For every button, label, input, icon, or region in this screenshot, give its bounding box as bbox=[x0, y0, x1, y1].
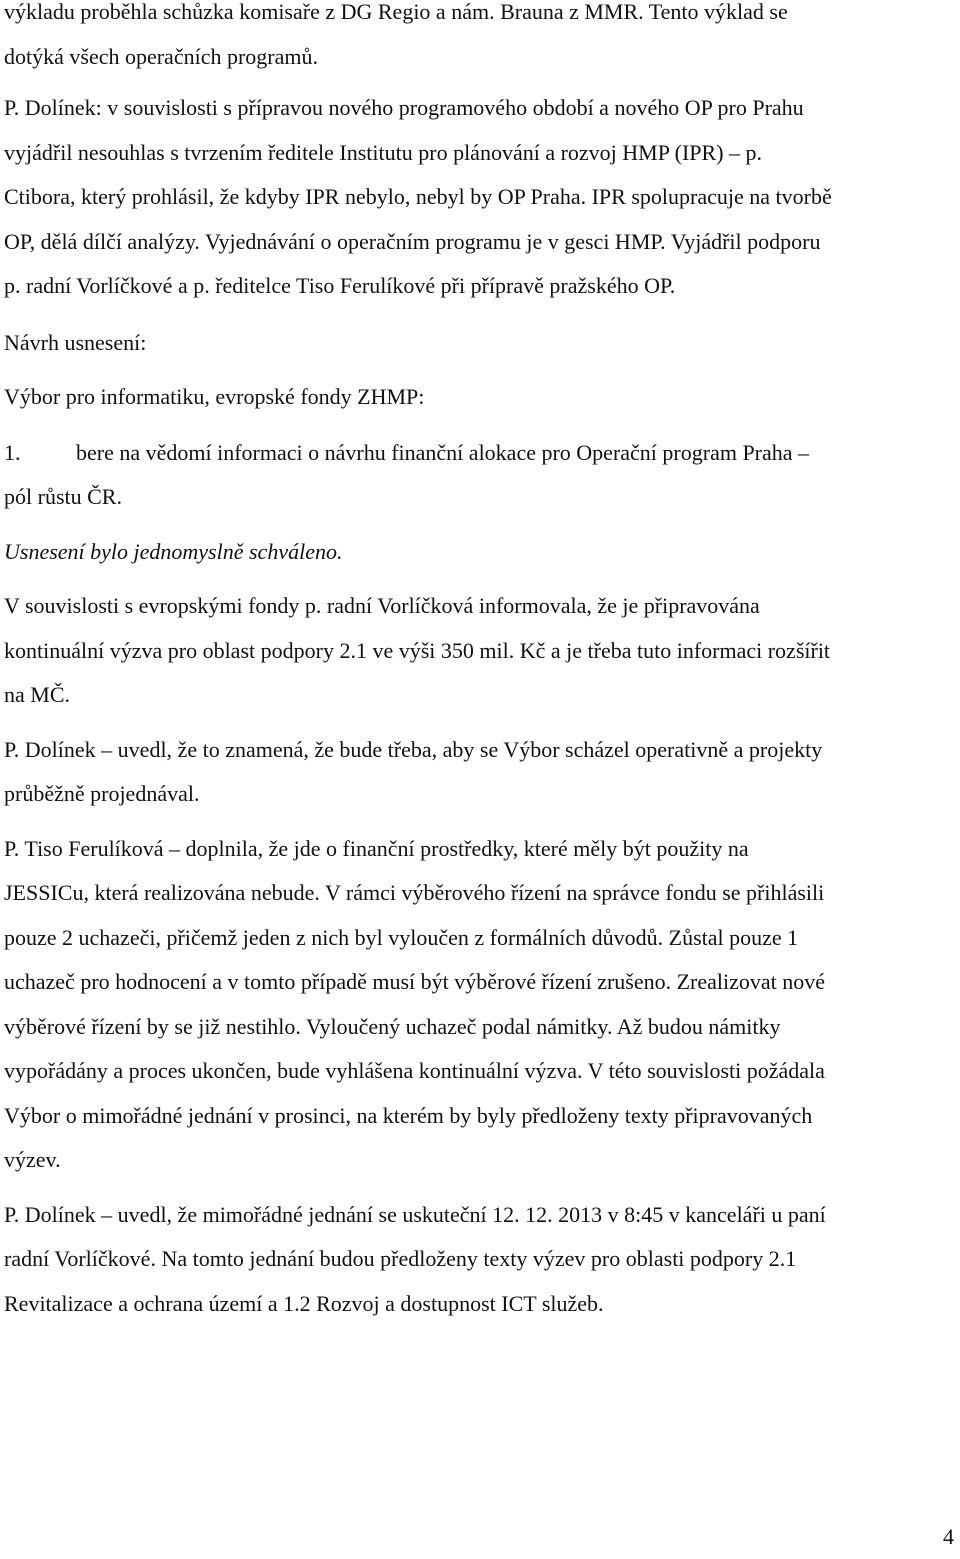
proposal-section bbox=[4, 316, 954, 424]
text-line: výkladu proběhla schůzka komisaře z DG Regio a nám. Brauna z MMR. Tento výklad se bbox=[4, 0, 788, 24]
text-line: dotýká všech operačních programů. bbox=[4, 43, 318, 69]
text-line: P. Tiso Ferulíková – doplnila, že jde o finanční prostředky, které měly být použity na bbox=[4, 835, 749, 861]
committee-label: Výbor pro informatiku, evropské fondy ZHMP: bbox=[4, 383, 425, 409]
resolution-line: pól růstu ČR. bbox=[4, 484, 122, 509]
proposal-label: Návrh usnesení: bbox=[4, 329, 147, 355]
approved-note: Usnesení bylo jednomyslně schváleno. bbox=[4, 538, 343, 564]
text-line: výzev. bbox=[4, 1147, 61, 1172]
text-line: kontinuální výzva pro oblast podpory 2.1 ve výši 350 mil. Kč a je třeba tuto informaci rozšířit bbox=[4, 637, 831, 663]
document-page bbox=[4, 0, 954, 1326]
approved-note-block bbox=[4, 530, 954, 575]
page-number: 4 bbox=[943, 1524, 954, 1549]
text-line: průběžně projednával. bbox=[4, 781, 200, 806]
text-line: Výbor o mimořádné jednání v prosinci, na kterém by byly předloženy texty připravovaných bbox=[4, 1102, 813, 1128]
resolution-number: 1. bbox=[4, 439, 21, 465]
resolution-line bbox=[4, 431, 954, 476]
paragraph-extraordinary-meeting bbox=[4, 1193, 954, 1327]
text-line: P. Dolínek – uvedl, že mimořádné jednání se uskuteční 12. 12. 2013 v 8:45 v kanceláři u paní bbox=[4, 1201, 826, 1227]
text-line: Revitalizace a ochrana území a 1.2 Rozvoj a dostupnost ICT služeb. bbox=[4, 1290, 604, 1316]
resolution-item bbox=[4, 431, 954, 520]
text-line: vypořádány a proces ukončen, bude vyhlášena kontinuální výzva. V této souvislosti požádala bbox=[4, 1058, 825, 1083]
text-line: Ctibora, který prohlásil, že kdyby IPR nebylo, nebyl by OP Praha. IPR spolupracuje na tvorbě bbox=[4, 184, 832, 209]
text-line: P. Dolínek – uvedl, že to znamená, že bude třeba, aby se Výbor scházel operativně a projekty bbox=[4, 736, 823, 762]
paragraph-dg-regio bbox=[4, 0, 954, 79]
paragraph-continual-call bbox=[4, 584, 954, 718]
text-line: OP, dělá dílčí analýzy. Vyjednávání o operačním programu je v gesci HMP. Vyjádřil podporu bbox=[4, 228, 821, 254]
text-line: vyjádřil nesouhlas s tvrzením ředitele Institutu pro plánování a rozvoj HMP (IPR) – p. bbox=[4, 139, 763, 165]
text-line: p. radní Vorlíčkové a p. ředitelce Tiso Ferulíkové při přípravě pražského OP. bbox=[4, 273, 676, 298]
paragraph-dolinek-operative bbox=[4, 728, 954, 817]
text-line: pouze 2 uchazeči, přičemž jeden z nich byl vyloučen z formálních důvodů. Zůstal pouze 1 bbox=[4, 924, 799, 950]
text-line: uchazeč pro hodnocení a v tomto případě musí být výběrové řízení zrušeno. Zrealizovat nové bbox=[4, 969, 826, 994]
text-line: P. Dolínek: v souvislosti s přípravou nového programového období a nového OP pro Prahu bbox=[4, 95, 804, 120]
text-line: JESSICu, která realizována nebude. V rámci výběrového řízení na správce fondu se přihlásili bbox=[4, 880, 825, 905]
text-line: výběrové řízení by se již nestihlo. Vyloučený uchazeč podal námitky. Až budou námitky bbox=[4, 1013, 781, 1039]
paragraph-tiso-ferulikova bbox=[4, 827, 954, 1183]
text-line: na MČ. bbox=[4, 682, 70, 707]
paragraph-dolinek-ipr bbox=[4, 86, 954, 309]
text-line: radní Vorlíčkové. Na tomto jednání budou předloženy texty výzev pro oblasti podpory 2.1 bbox=[4, 1246, 797, 1271]
resolution-text: bere na vědomí informaci o návrhu finanční alokace pro Operační program Praha – bbox=[76, 439, 810, 465]
text-line: V souvislosti s evropskými fondy p. radní Vorlíčková informovala, že je připravována bbox=[4, 593, 760, 618]
